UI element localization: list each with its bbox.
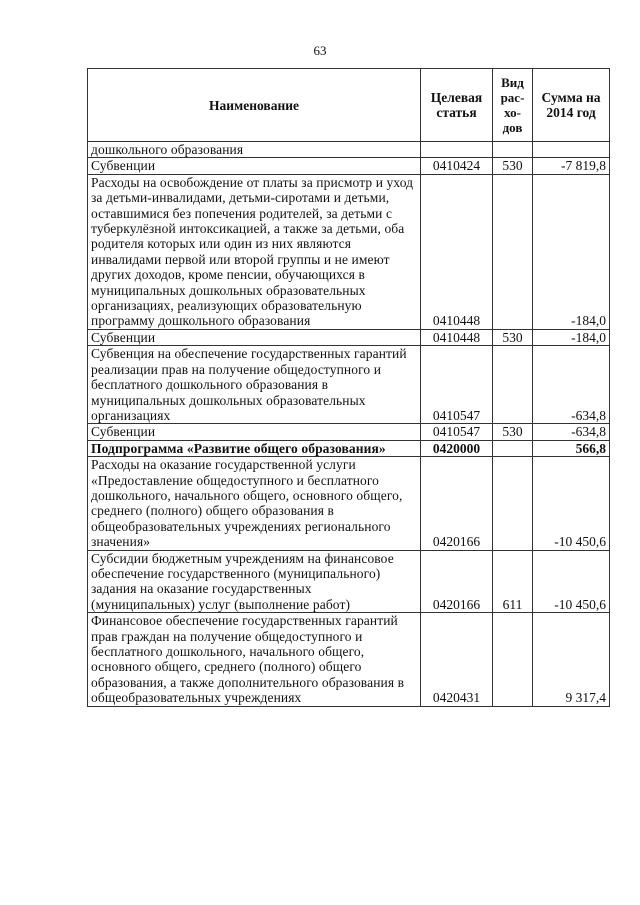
row-target-article-cell: 0410424 <box>421 158 493 174</box>
row-sum-cell: -634,8 <box>533 346 610 424</box>
row-expense-type-cell <box>493 174 533 329</box>
table-row <box>88 457 610 550</box>
table-row <box>88 613 610 706</box>
row-target-article-cell: 0420000 <box>421 440 493 456</box>
row-sum-cell: -184,0 <box>533 174 610 329</box>
header-target-article: Целевая статья <box>421 69 493 142</box>
row-name-cell: Субвенция на обеспечение государственных гарантий реализации прав на получение общедоступного и бесплатного дошкольного образования в муниципальных дошкольных образовательных организациях <box>88 346 421 424</box>
budget-table <box>87 68 610 707</box>
row-sum-cell: 566,8 <box>533 440 610 456</box>
row-name-cell: дошкольного образования <box>88 142 421 158</box>
row-sum-cell: -7 819,8 <box>533 158 610 174</box>
header-expense-type: Вид рас-хо-дов <box>493 69 533 142</box>
header-name: Наименование <box>88 69 421 142</box>
table-row <box>88 158 610 174</box>
row-target-article-cell <box>421 142 493 158</box>
row-name-cell: Субсидии бюджетным учреждениям на финансовое обеспечение государственного (муниципального) задания на оказание государственных (муниципальных) услуг (выполнение работ) <box>88 550 421 613</box>
row-sum-cell: -10 450,6 <box>533 550 610 613</box>
row-expense-type-cell <box>493 346 533 424</box>
header-sum-2014: Сумма на 2014 год <box>533 69 610 142</box>
row-name-cell: Расходы на освобождение от платы за присмотр и уход за детьми-инвалидами, детьми-сиротами и детьми, оставшимися без попечения родителей, за детьми с туберкулёзной интоксикацией, а также за детьми, оба родителя которых или один из них являются инвалидами первой или второй группы и не имеют других доходов, кроме пенсии, обучающихся в муниципальных дошкольных образовательных организациях, реализующих образовательную программу дошкольного образования <box>88 174 421 329</box>
row-name-cell: Субвенции <box>88 329 421 345</box>
row-sum-cell: -10 450,6 <box>533 457 610 550</box>
table-row <box>88 174 610 329</box>
row-name-cell: Субвенции <box>88 424 421 440</box>
row-sum-cell: -184,0 <box>533 329 610 345</box>
row-name-cell: Подпрограмма «Развитие общего образования» <box>88 440 421 456</box>
row-expense-type-cell <box>493 613 533 706</box>
table-row <box>88 550 610 613</box>
row-expense-type-cell <box>493 457 533 550</box>
row-sum-cell: -634,8 <box>533 424 610 440</box>
row-target-article-cell: 0420431 <box>421 613 493 706</box>
row-target-article-cell: 0420166 <box>421 457 493 550</box>
table-row <box>88 424 610 440</box>
table-header-row <box>88 69 610 142</box>
row-expense-type-cell: 611 <box>493 550 533 613</box>
row-target-article-cell: 0420166 <box>421 550 493 613</box>
table-row <box>88 346 610 424</box>
row-expense-type-cell <box>493 440 533 456</box>
row-target-article-cell: 0410547 <box>421 424 493 440</box>
table-row <box>88 142 610 158</box>
table-row <box>88 440 610 456</box>
row-target-article-cell: 0410448 <box>421 329 493 345</box>
page-number: 63 <box>313 43 327 58</box>
row-target-article-cell: 0410448 <box>421 174 493 329</box>
row-expense-type-cell <box>493 142 533 158</box>
row-name-cell: Субвенции <box>88 158 421 174</box>
row-sum-cell <box>533 142 610 158</box>
table-body <box>88 142 610 707</box>
row-expense-type-cell: 530 <box>493 329 533 345</box>
row-name-cell: Финансовое обеспечение государственных гарантий прав граждан на получение общедоступного и бесплатного дошкольного, начального общего, основного общего, среднего (полного) общего образования, а также дополнительного образования в общеобразовательных учреждениях <box>88 613 421 706</box>
row-name-cell: Расходы на оказание государственной услуги «Предоставление общедоступного и бесплатного дошкольного, начального общего, основного общего, среднего (полного) общего образования в общеобразовательных учреждениях регионального значения» <box>88 457 421 550</box>
row-sum-cell: 9 317,4 <box>533 613 610 706</box>
row-expense-type-cell: 530 <box>493 158 533 174</box>
table-row <box>88 329 610 345</box>
row-target-article-cell: 0410547 <box>421 346 493 424</box>
row-expense-type-cell: 530 <box>493 424 533 440</box>
